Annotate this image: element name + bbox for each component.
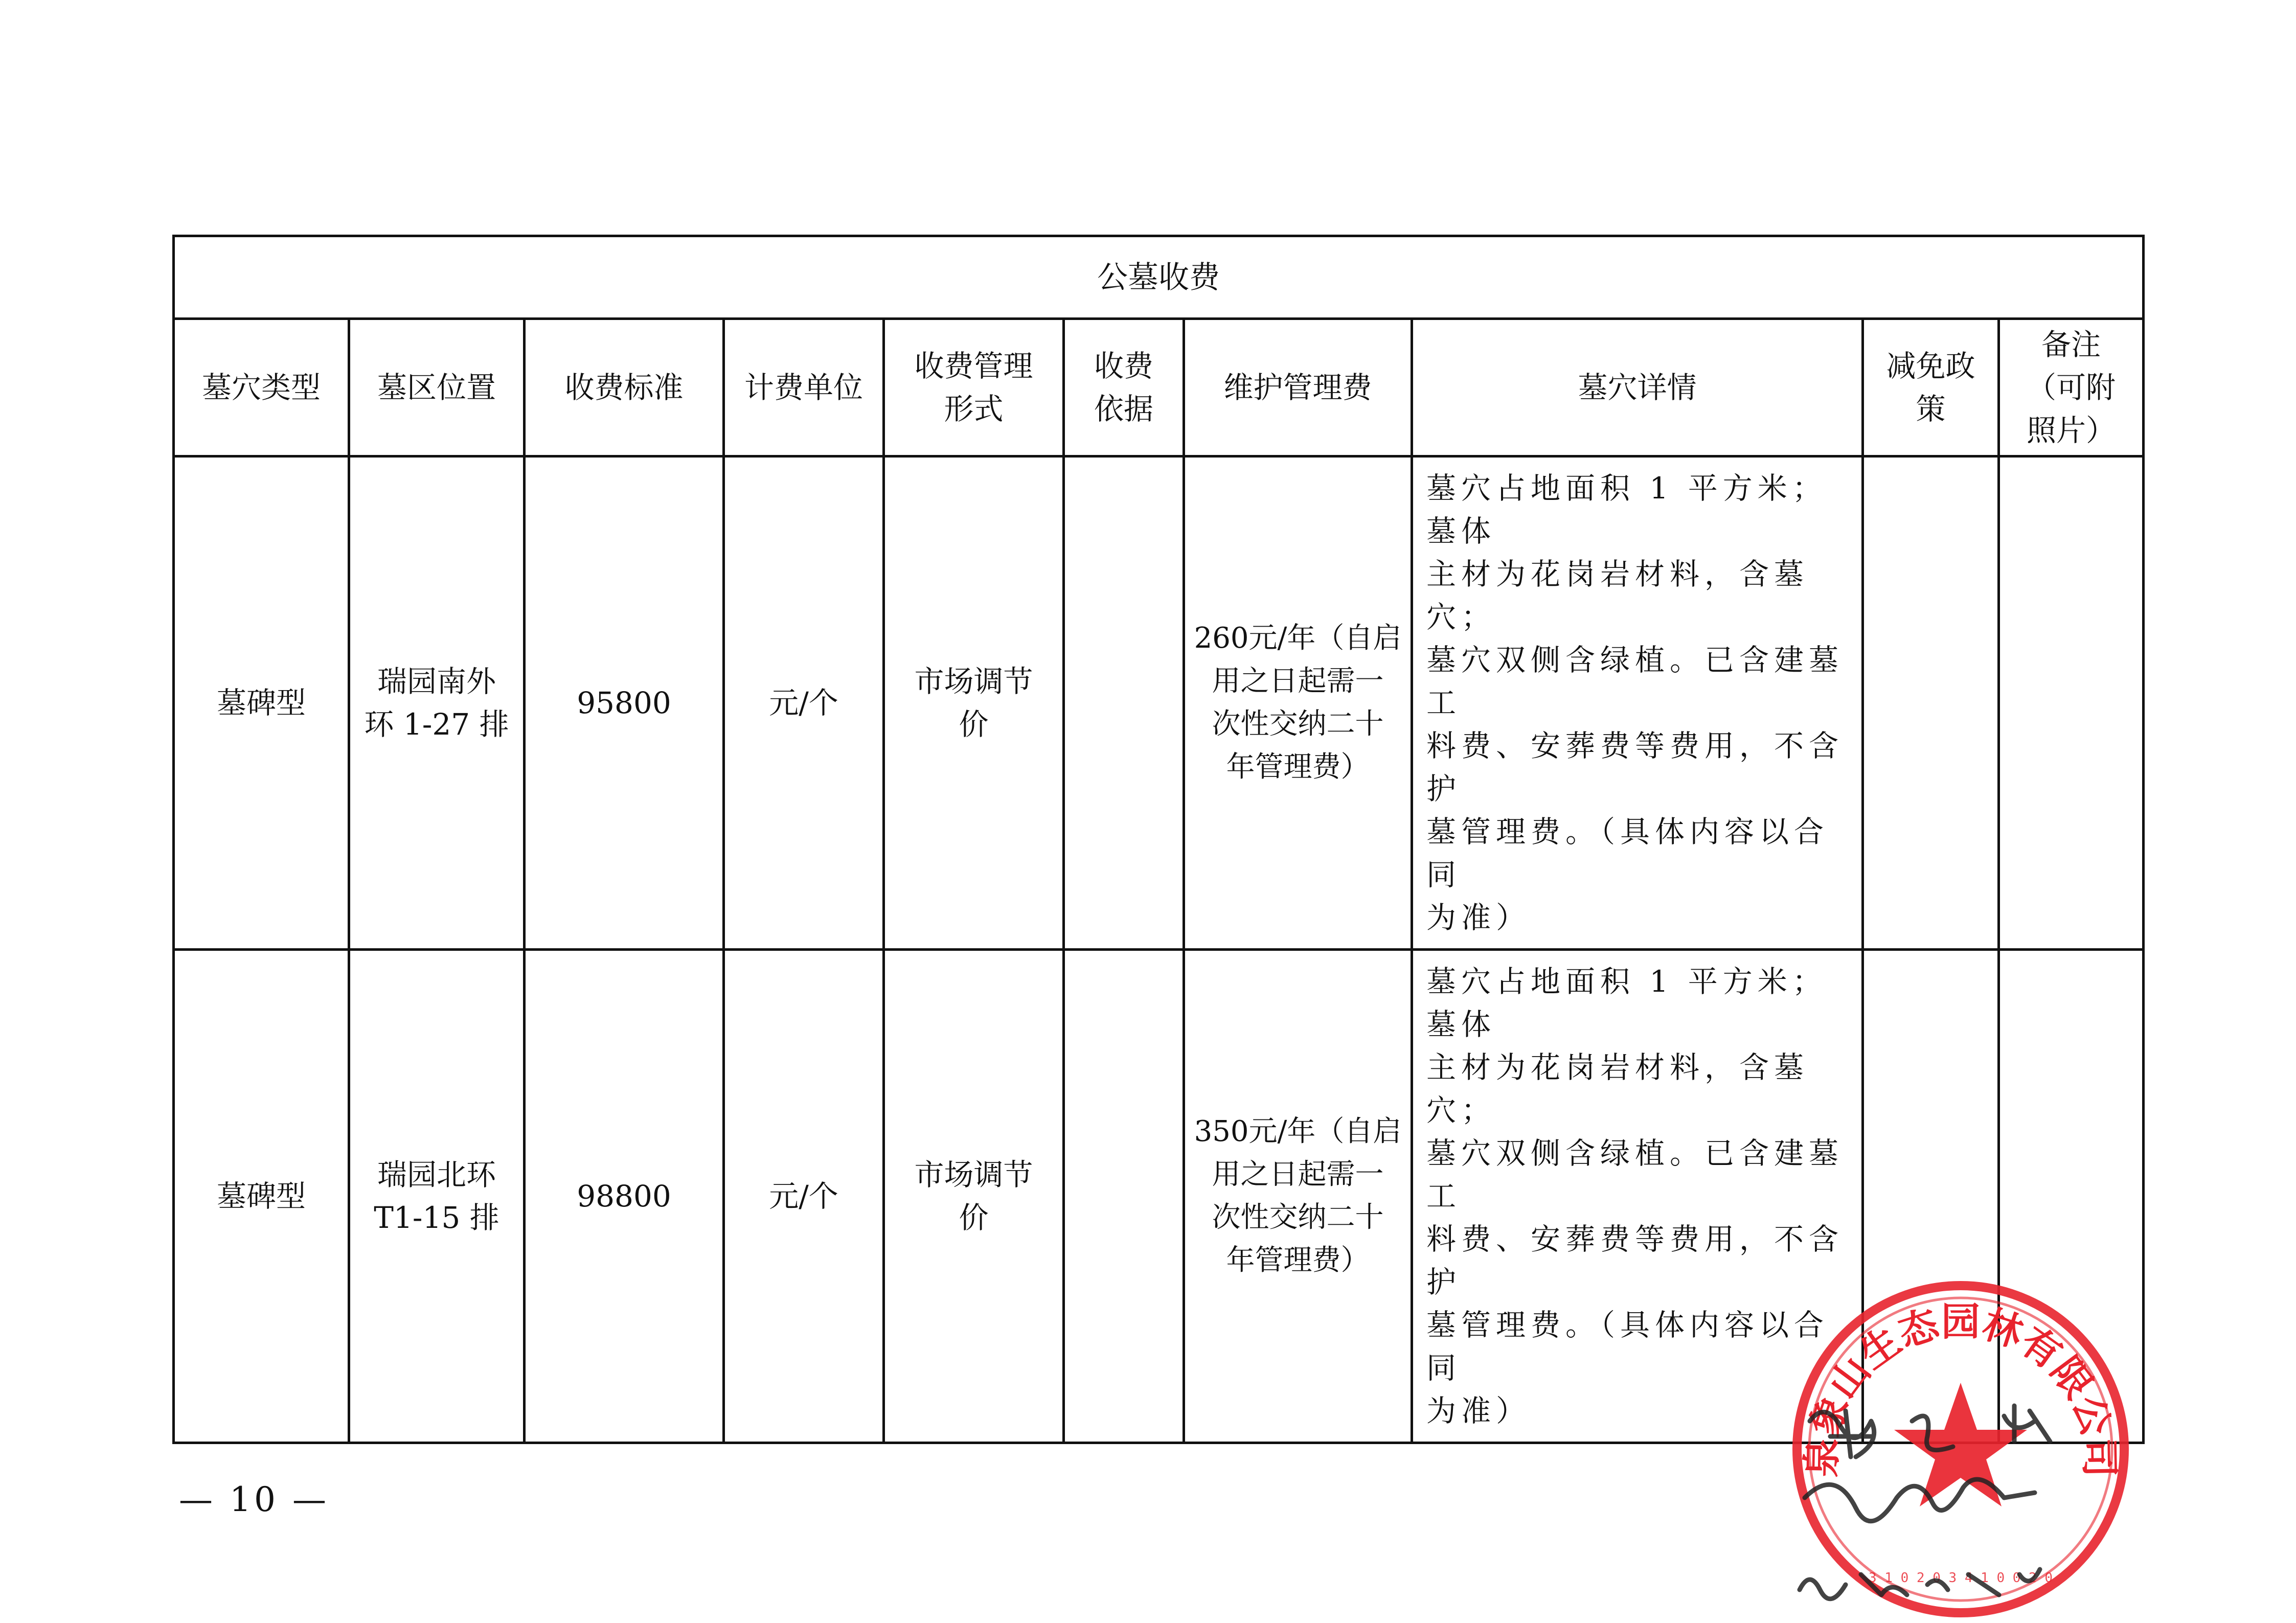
maintenance-fee-cell-line: 年管理费） [1226,1244,1370,1277]
price-cell: 98800 [525,950,724,1443]
column-header [349,319,525,456]
handwritten-signature [1789,1390,2198,1615]
column-header-line: 维护管理费 [1223,370,1372,405]
details-cell-line: 主材为花岗岩材料，含墓穴； [1426,557,1809,634]
grave-type-cell: 墓碑型 [174,456,349,950]
management-cell-line: 市场调节 [914,1157,1033,1192]
table-title: 公墓收费 [174,236,2144,319]
location-cell-line: T1-15 排 [374,1200,499,1235]
details-cell-line: 为准） [1426,900,1531,935]
column-header-line: 计费单位 [744,370,863,405]
column-header [1412,319,1863,456]
unit-cell: 元/个 [724,950,884,1443]
maintenance-fee-cell-line: 用之日起需一 [1212,665,1384,698]
column-header-line: 照片） [2027,413,2116,448]
maintenance-fee-cell [1184,950,1412,1443]
column-header [884,319,1064,456]
maintenance-fee-cell-line: 次性交纳二十 [1212,1201,1384,1234]
details-cell-line: 为准） [1426,1393,1531,1428]
maintenance-fee-cell-line: 350元/年（自启 [1194,1115,1402,1148]
column-header [525,319,724,456]
column-header [1184,319,1412,456]
maintenance-fee-cell-line: 年管理费） [1226,750,1370,784]
column-header [1064,319,1184,456]
maintenance-fee-cell [1184,456,1412,950]
management-cell [884,950,1064,1443]
details-cell-line: 墓穴占地面积 1 平方米；墓体 [1426,964,1827,1042]
fee-table [172,235,2145,1444]
column-header-line: 墓区位置 [377,370,496,405]
column-header-line: 减免政 [1886,349,1975,383]
column-header [1863,319,1999,456]
management-cell-line: 价 [959,707,989,742]
column-header-line: 收费 [1094,349,1153,383]
details-cell [1412,456,1863,950]
price-cell: 95800 [525,456,724,950]
basis-cell [1064,456,1184,950]
remarks-cell [1999,456,2144,950]
details-cell-line: 墓穴占地面积 1 平方米；墓体 [1426,471,1827,548]
reduction-cell [1863,456,1999,950]
location-cell [349,950,525,1443]
page-number: — 10 — [179,1480,329,1519]
svg-text:3 1 0 2 0 3 4 1 0 0 2 0: 3 1 0 2 0 3 4 1 0 0 2 0 [1868,1570,2053,1586]
maintenance-fee-cell-line: 260元/年（自启 [1194,622,1402,655]
location-cell-line: 环 1-27 排 [364,707,509,742]
management-cell-line: 价 [959,1200,989,1235]
maintenance-fee-cell-line: 次性交纳二十 [1212,707,1384,741]
column-header-line: （可附 [2027,370,2116,405]
details-cell-line: 料费、安葬费等费用，不含护 [1426,1222,1844,1299]
column-header-line: 依据 [1094,392,1153,426]
grave-type-cell: 墓碑型 [174,950,349,1443]
location-cell-line: 瑞园南外 [377,664,496,699]
column-header [724,319,884,456]
column-header-line: 收费标准 [564,370,684,405]
column-header [174,319,349,456]
details-cell-line: 主材为花岗岩材料，含墓穴； [1426,1050,1809,1128]
details-cell-line: 墓穴双侧含绿植。已含建墓工 [1426,643,1844,720]
seal-text: 泉象山生态园林有限公司 [1799,1299,2123,1478]
column-header-line: 墓穴详情 [1578,370,1697,405]
column-header-line: 形式 [944,392,1004,426]
column-header-line: 策 [1916,392,1946,426]
details-cell-line: 料费、安葬费等费用，不含护 [1426,728,1844,806]
location-cell-line: 瑞园北环 [377,1157,496,1192]
column-header-line: 收费管理 [914,349,1033,383]
column-header-line: 墓穴类型 [201,370,321,405]
details-cell-line: 墓管理费。（具体内容以合同 [1426,814,1829,892]
location-cell [349,456,525,950]
table-row [174,456,2144,950]
details-cell-line: 墓穴双侧含绿植。已含建墓工 [1426,1136,1844,1214]
details-cell-line: 墓管理费。（具体内容以合同 [1426,1308,1829,1385]
maintenance-fee-cell-line: 用之日起需一 [1212,1158,1384,1191]
column-header [1999,319,2144,456]
basis-cell [1064,950,1184,1443]
management-cell [884,456,1064,950]
unit-cell: 元/个 [724,456,884,950]
management-cell-line: 市场调节 [914,664,1033,699]
column-header-line: 备注 [2041,327,2101,362]
